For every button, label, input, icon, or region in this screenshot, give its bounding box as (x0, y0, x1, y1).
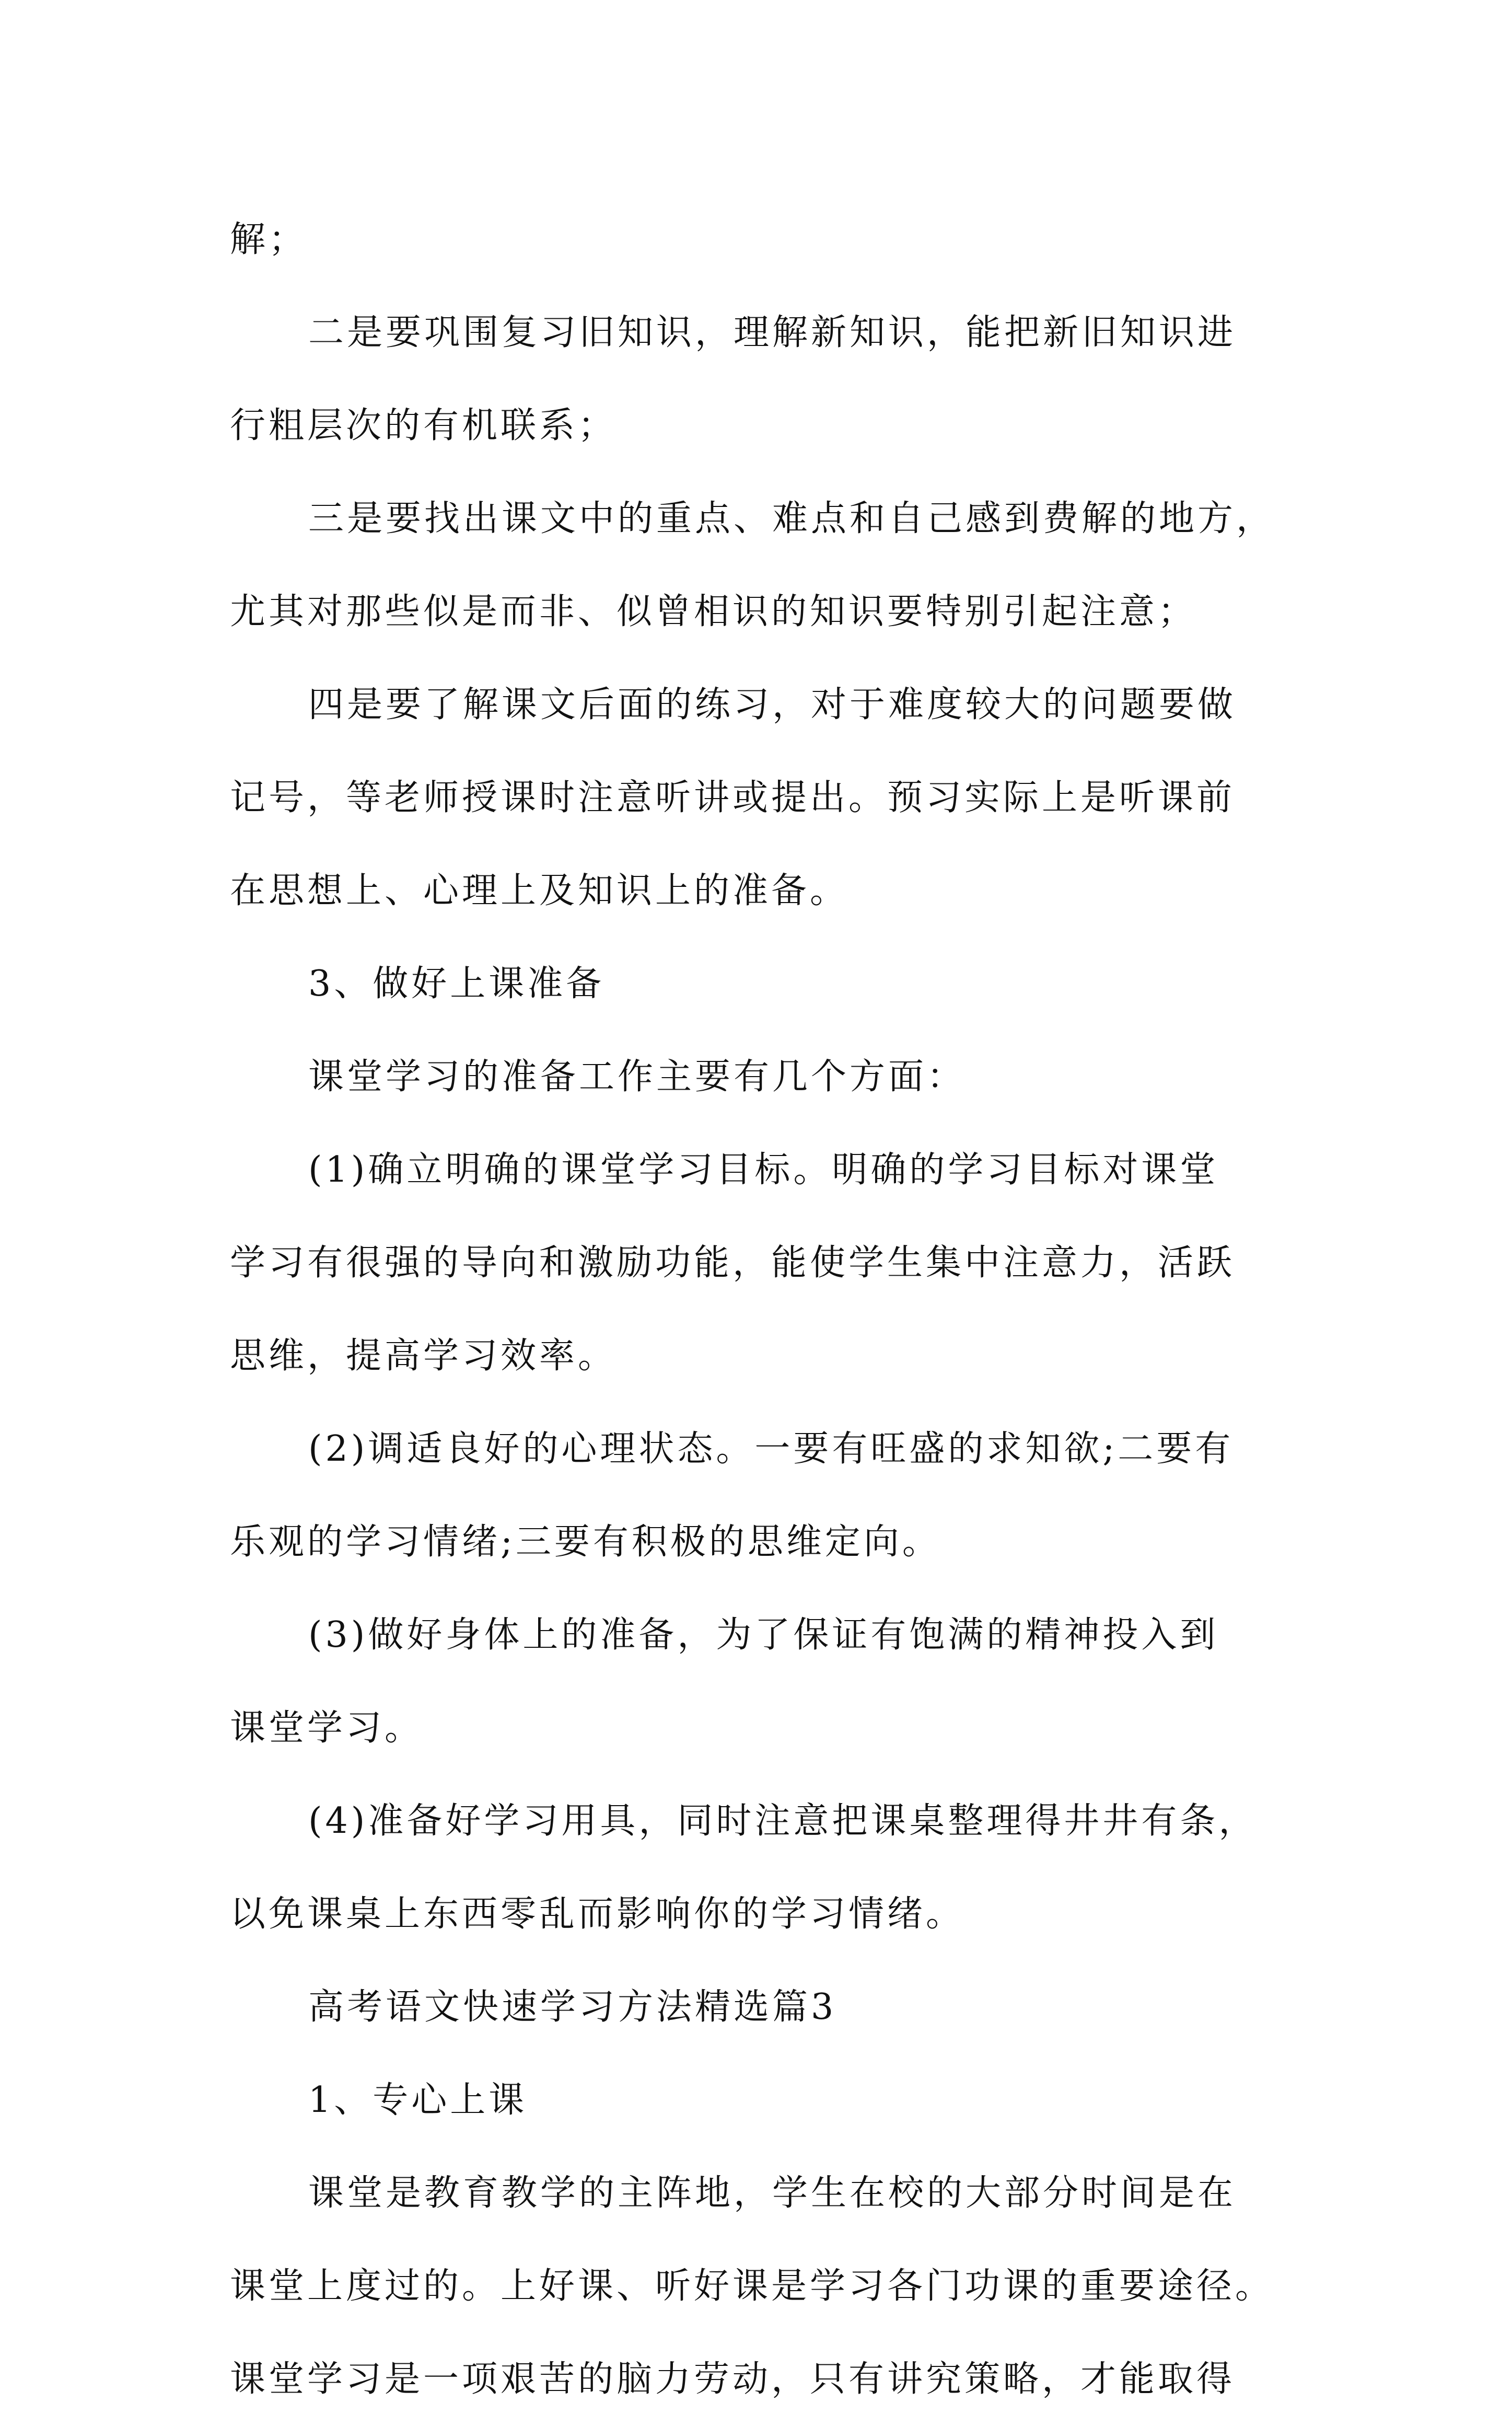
text-line: 尤其对那些似是而非、似曾相识的知识要特别引起注意； (230, 591, 1197, 632)
list-item: (3)做好身体上的准备，为了保证有饱满的精神投入到 (308, 1614, 1219, 1656)
text-line: 课堂学习。 (230, 1707, 424, 1749)
text-line: 以免课桌上东西零乱而影响你的学习情绪。 (230, 1893, 965, 1935)
text-line: 课堂上度过的。上好课、听好课是学习各门功课的重要途径。 (230, 2266, 1274, 2307)
text-line: 四是要了解课文后面的练习，对于难度较大的问题要做 (308, 684, 1237, 725)
text-line: 解； (230, 219, 308, 260)
text-line: 三是要找出课文中的重点、难点和自己感到费解的地方， (308, 498, 1275, 539)
body-text (230, 193, 1296, 2426)
text-line: 课堂学习的准备工作主要有几个方面： (308, 1056, 966, 1098)
text-line: 行粗层次的有机联系； (230, 405, 617, 446)
text-line: 学习有很强的导向和激励功能，能使学生集中注意力，活跃 (230, 1242, 1236, 1284)
list-item: (2)调适良好的心理状态。一要有旺盛的求知欲;二要有 (308, 1428, 1234, 1470)
text-line: 课堂是教育教学的主阵地，学生在校的大部分时间是在 (308, 2173, 1237, 2214)
text-line: 思维，提高学习效率。 (230, 1335, 617, 1377)
text-line: 在思想上、心理上及知识上的准备。 (230, 870, 849, 911)
list-item: (4)准备好学习用具，同时注意把课桌整理得井井有条， (308, 1800, 1258, 1842)
list-item: (1)确立明确的课堂学习目标。明确的学习目标对课堂 (308, 1149, 1219, 1191)
section-heading: 1、专心上课 (308, 2080, 528, 2121)
text-line: 课堂学习是一项艰苦的脑力劳动，只有讲究策略，才能取得 (230, 2359, 1236, 2400)
section-heading: 3、做好上课准备 (308, 963, 605, 1004)
text-line: 乐观的学习情绪;三要有积极的思维定向。 (230, 1521, 941, 1563)
text-line: 记号，等老师授课时注意听讲或提出。预习实际上是听课前 (230, 777, 1236, 818)
text-line: 二是要巩围复习旧知识，理解新知识，能把新旧知识进 (308, 312, 1237, 353)
article-title: 高考语文快速学习方法精选篇3 (308, 1986, 837, 2028)
